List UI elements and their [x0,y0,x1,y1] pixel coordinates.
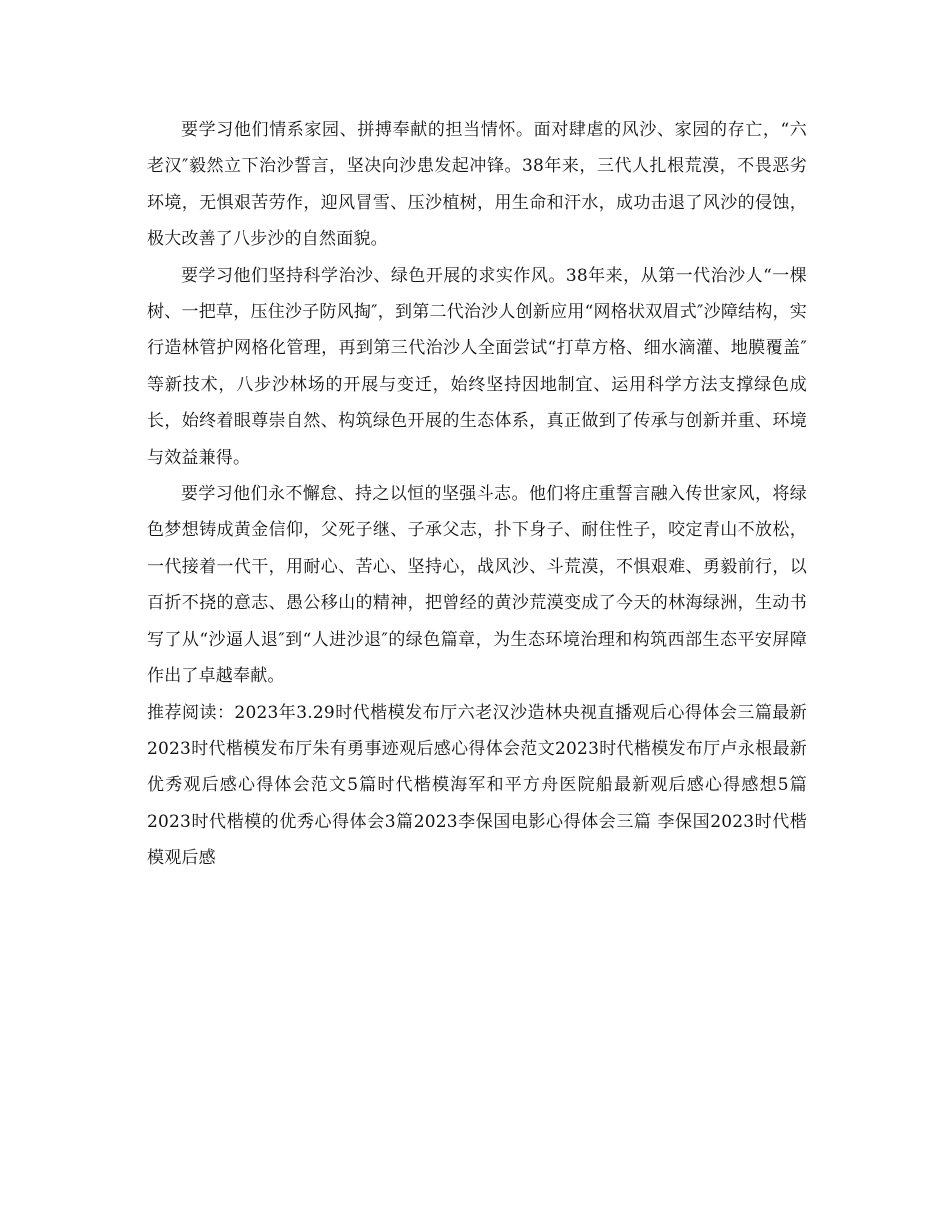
document-body [147,112,807,877]
paragraph-3: 要学习他们永不懈怠、持之以恒的坚强斗志。他们将庄重誓言融入传世家风，将绿色梦想铸成黄金信仰，父死子继、子承父志，扑下身子、耐住性子，咬定青山不放松，一代接着一代干，用耐心、苦心、坚持心，战风沙、斗荒漠，不惧艰难、勇毅前行，以百折不挠的意志、愚公移山的精神，把曾经的黄沙荒漠变成了今天的林海绿洲，生动书写了从“沙逼人退″到“人进沙退″的绿色篇章，为生态环境治理和构筑西部生态平安屏障作出了卓越奉献。 [147,484,807,687]
paragraph-1: 要学习他们情系家园、拼搏奉献的担当情怀。面对肆虐的风沙、家园的存亡，“六老汉″毅然立下治沙誓言，坚决向沙患发起冲锋。38年来，三代人扎根荒漠，不畏恶劣环境，无惧艰苦劳作，迎风冒雪、压沙植树，用生命和汗水，成功击退了风沙的侵蚀，极大改善了八步沙的自然面貌。 [147,120,807,250]
recommended-reading: 推荐阅读：2023年3.29时代楷模发布厅六老汉沙造林央视直播观后心得体会三篇最新2023时代楷模发布厅朱有勇事迹观后感心得体会范文2023时代楷模发布厅卢永根最新优秀观后感心得体会范文5篇时代楷模海军和平方舟医院船最新观后感心得感想5篇2023时代楷模的优秀心得体会3篇2023李保国电影心得体会三篇 李保国2023时代楷模观后感 [147,702,807,869]
paragraph-2: 要学习他们坚持科学治沙、绿色开展的求实作风。38年来，从第一代治沙人“一棵树、一把草，压住沙子防风掏″，到第二代治沙人创新应用“网格状双眉式″沙障结构，实行造林管护网格化管理，再到第三代治沙人全面尝试“打草方格、细水滴灌、地膜覆盖″等新技术，八步沙林场的开展与变迁，始终坚持因地制宜、运用科学方法支撑绿色成长，始终着眼尊崇自然、构筑绿色开展的生态体系，真正做到了传承与创新并重、环境与效益兼得。 [147,265,807,468]
